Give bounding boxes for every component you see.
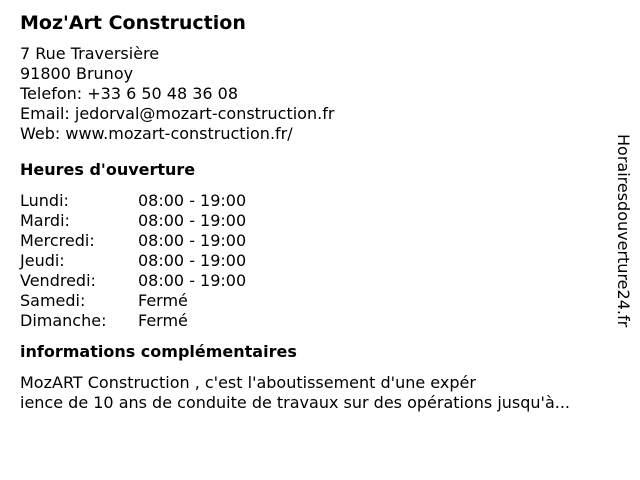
day-hours: 08:00 - 19:00	[138, 211, 247, 230]
business-card	[20, 10, 610, 413]
day-hours: 08:00 - 19:00	[138, 191, 247, 210]
contact-block	[20, 44, 610, 144]
address-street: 7 Rue Traversière	[20, 44, 160, 63]
hours-row	[20, 271, 246, 291]
web-line: Web: www.mozart-construction.fr/	[20, 124, 293, 143]
day-hours: 08:00 - 19:00	[138, 271, 247, 290]
business-name: Moz'Art Construction	[20, 12, 246, 34]
hours-row	[20, 311, 246, 331]
hours-row	[20, 211, 246, 231]
info-heading: informations complémentaires	[20, 342, 297, 361]
site-watermark-text: Horairesdouverture24.fr	[614, 134, 633, 328]
day-label: Vendredi:	[20, 271, 96, 290]
day-label: Lundi:	[20, 191, 69, 210]
info-description	[20, 373, 610, 413]
site-watermark	[613, 134, 633, 374]
day-label: Mercredi:	[20, 231, 95, 250]
day-label: Samedi:	[20, 291, 86, 310]
day-hours: 08:00 - 19:00	[138, 251, 247, 270]
hours-heading: Heures d'ouverture	[20, 160, 196, 179]
hours-table	[20, 191, 246, 331]
info-line-2: ience de 10 ans de conduite de travaux sur des opérations jusqu'à...	[20, 393, 571, 412]
day-hours: Fermé	[138, 291, 188, 310]
hours-row	[20, 191, 246, 211]
hours-row	[20, 251, 246, 271]
day-label: Jeudi:	[20, 251, 65, 270]
day-label: Dimanche:	[20, 311, 107, 330]
hours-row	[20, 291, 246, 311]
phone-line: Telefon: +33 6 50 48 36 08	[20, 84, 239, 103]
info-line-1: MozART Construction , c'est l'aboutissement d'une expér	[20, 373, 476, 392]
day-hours: Fermé	[138, 311, 188, 330]
day-label: Mardi:	[20, 211, 70, 230]
day-hours: 08:00 - 19:00	[138, 231, 247, 250]
email-line: Email: jedorval@mozart-construction.fr	[20, 104, 335, 123]
address-city: 91800 Brunoy	[20, 64, 134, 83]
hours-row	[20, 231, 246, 251]
